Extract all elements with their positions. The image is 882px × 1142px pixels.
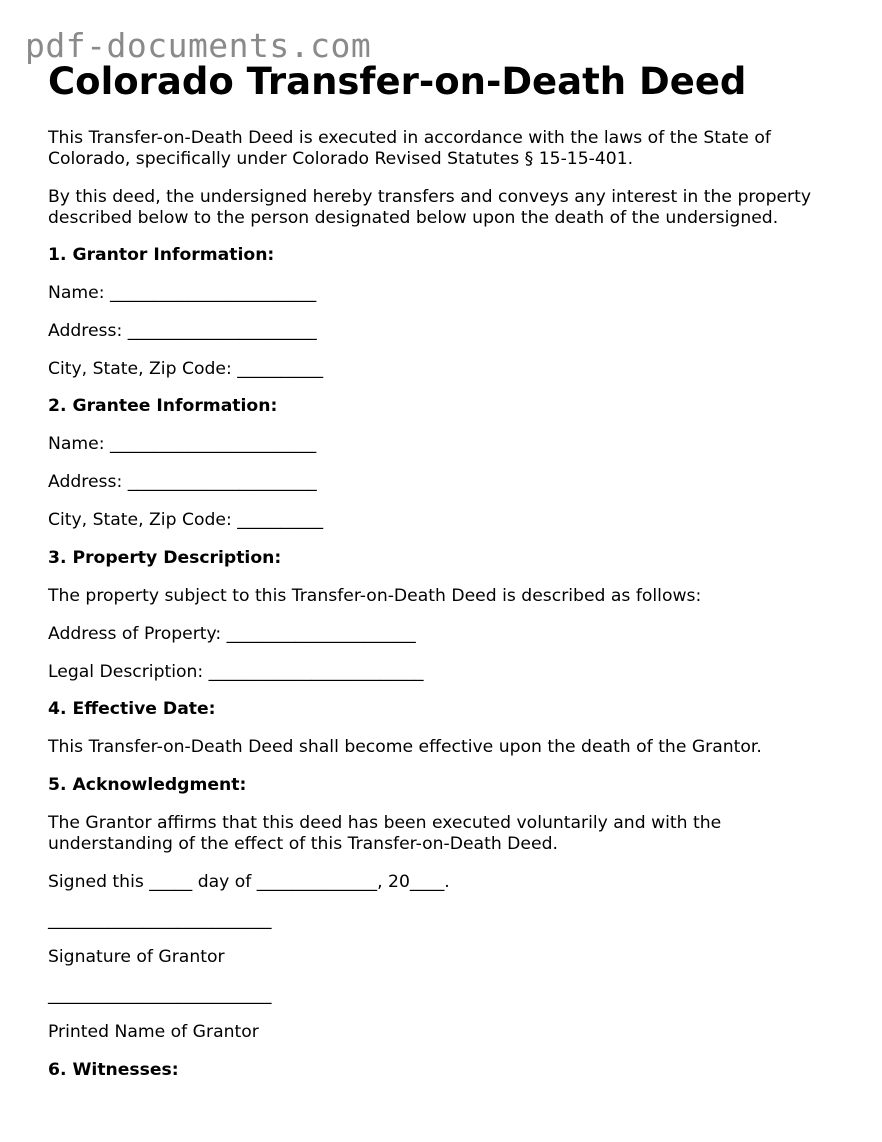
grantor-name-field: Name: ________________________ [48, 283, 317, 303]
property-heading: 3. Property Description: [48, 548, 282, 568]
grantor-address-field: Address: ______________________ [48, 321, 317, 341]
intro-p2-line2: described below to the person designated below upon the death of the undersigned. [48, 208, 779, 228]
page-title: Colorado Transfer-on-Death Deed [48, 60, 747, 103]
acknowledgment-heading: 5. Acknowledgment: [48, 775, 247, 795]
intro-p1-line2: Colorado, specifically under Colorado Revised Statutes § 15-15-401. [48, 149, 634, 169]
grantee-address-field: Address: ______________________ [48, 472, 317, 492]
acknowledgment-line2: understanding of the effect of this Transfer-on-Death Deed. [48, 834, 558, 854]
witnesses-heading: 6. Witnesses: [48, 1060, 179, 1080]
intro-paragraph-1 [48, 128, 771, 170]
signature-label: Signature of Grantor [48, 947, 225, 967]
grantor-heading: 1. Grantor Information: [48, 245, 275, 265]
acknowledgment-line1: The Grantor affirms that this deed has been executed voluntarily and with the [48, 813, 722, 833]
property-legal-field: Legal Description: _________________________ [48, 662, 424, 682]
grantor-city-field: City, State, Zip Code: __________ [48, 359, 324, 379]
printed-name-line: __________________________ [48, 985, 272, 1005]
grantee-heading: 2. Grantee Information: [48, 396, 278, 416]
signature-line: __________________________ [48, 910, 272, 930]
printed-name-label: Printed Name of Grantor [48, 1022, 259, 1042]
intro-p1-line1: This Transfer-on-Death Deed is executed in accordance with the laws of the State of [48, 128, 771, 148]
signed-date-line: Signed this _____ day of ______________, 20____. [48, 872, 450, 892]
acknowledgment-paragraph [48, 813, 721, 855]
intro-p2-line1: By this deed, the undersigned hereby transfers and conveys any interest in the property [48, 187, 812, 207]
grantee-city-field: City, State, Zip Code: __________ [48, 510, 324, 530]
watermark: pdf-documents.com [25, 26, 372, 65]
grantee-name-field: Name: ________________________ [48, 434, 317, 454]
property-intro: The property subject to this Transfer-on-Death Deed is described as follows: [48, 586, 702, 606]
effective-date-text: This Transfer-on-Death Deed shall become effective upon the death of the Grantor. [48, 737, 762, 757]
property-address-field: Address of Property: ______________________ [48, 624, 416, 644]
effective-date-heading: 4. Effective Date: [48, 699, 216, 719]
intro-paragraph-2 [48, 187, 811, 229]
